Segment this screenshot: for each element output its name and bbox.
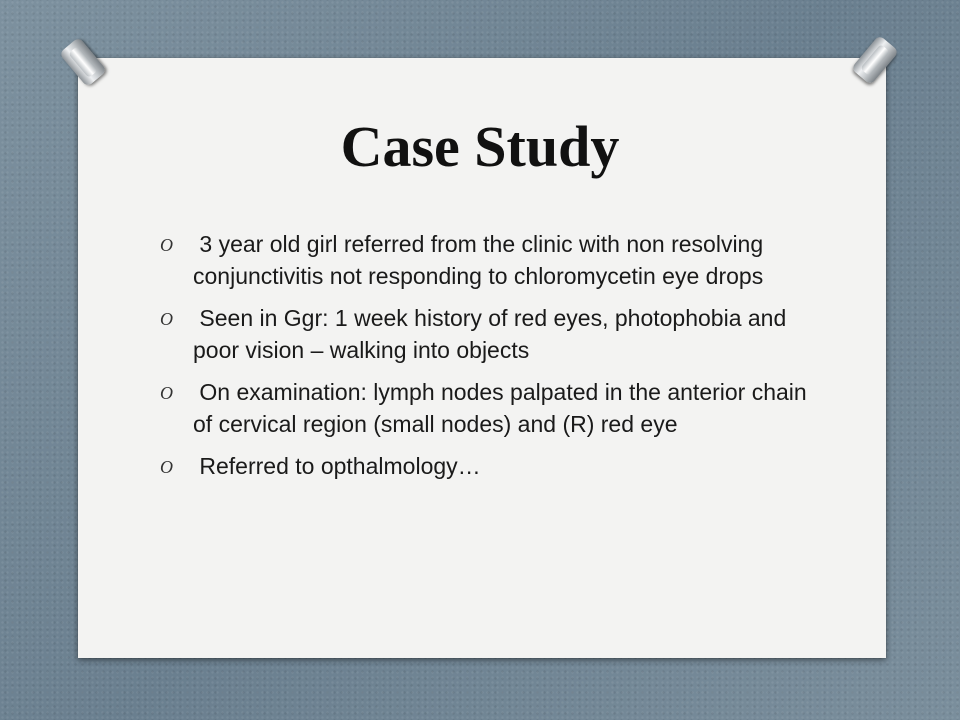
bullet-text: On examination: lymph nodes palpated in the anterior chain of cervical region (small nodes) and (R) red eye [193, 379, 814, 437]
bullet-marker-icon: O [160, 457, 173, 477]
slide-title: Case Study [340, 114, 620, 179]
bullet-item [160, 228, 810, 292]
bullet-item [160, 302, 810, 366]
bullet-marker-icon: O [160, 309, 173, 329]
bullet-text: 3 year old girl referred from the clinic with non resolving conjunctivitis not responding to chloromycetin eye drops [193, 231, 770, 289]
bullet-text: Seen in Ggr: 1 week history of red eyes, photophobia and poor vision – walking into objects [193, 305, 793, 363]
bullet-item [160, 450, 810, 482]
bullet-text: Referred to opthalmology… [193, 453, 481, 479]
bullet-list [160, 228, 814, 492]
bullet-marker-icon: O [160, 383, 173, 403]
bullet-item [160, 376, 814, 440]
bullet-marker-icon: O [160, 235, 173, 255]
